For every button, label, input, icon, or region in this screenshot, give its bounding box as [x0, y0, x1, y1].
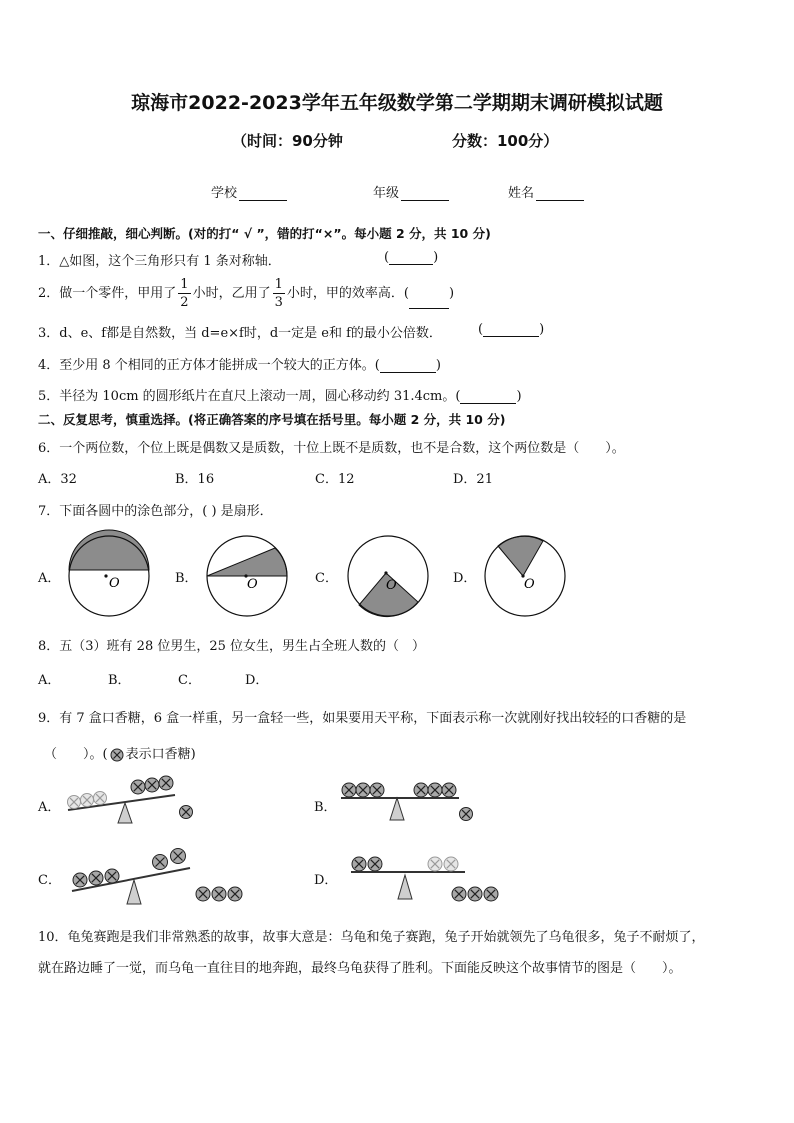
- name-blank[interactable]: [536, 188, 584, 201]
- question-2: [38, 278, 454, 309]
- question-3-text: 3．d、e、f都是自然数，当 d=e×f时，d一定是 e和 f的最小公倍数．: [38, 326, 442, 341]
- gum-icon: [110, 748, 124, 762]
- question-10-line1: 10．龟兔赛跑是我们非常熟悉的故事，故事大意是：乌龟和兔子赛跑，兔子开始就领先了乌龟很多，兔子不耐烦了，: [38, 930, 705, 945]
- question-7: 7．下面各圆中的涂色部分，( ) 是扇形．: [38, 504, 273, 519]
- question-2-text-b: 小时，乙用了: [192, 286, 271, 301]
- question-1: [38, 250, 281, 269]
- gum-icon: [444, 857, 458, 871]
- q7-option-b[interactable]: B．: [175, 571, 198, 586]
- fraction-third: [273, 278, 285, 309]
- question-5: [38, 385, 522, 404]
- gum-icon: [89, 871, 103, 885]
- grade-field[interactable]: [373, 182, 449, 201]
- question-9-text-a: （ ）。(: [44, 747, 108, 762]
- question-1-answer[interactable]: [384, 250, 438, 265]
- gum-icon: [468, 887, 482, 901]
- gum-icon: [428, 783, 442, 797]
- gum-icon: [342, 783, 356, 797]
- exam-score: 分数：100分）: [452, 132, 559, 150]
- q7-option-c[interactable]: C．: [315, 571, 338, 586]
- q8-option-c[interactable]: C．: [178, 673, 201, 688]
- paren-right: ): [435, 358, 441, 373]
- paren-left: (: [478, 322, 484, 337]
- fraction-half: [178, 278, 190, 309]
- circle-c-figure: [347, 535, 429, 617]
- fraction-denominator: 2: [180, 295, 189, 310]
- q9-option-c[interactable]: C．: [38, 873, 61, 888]
- q7-option-d[interactable]: D．: [453, 571, 477, 586]
- question-9: 9．有 7 盒口香糖，6 盒一样重，另一盒轻一些，如果要用天平称，下面表示称一次就刚好找出较轻的口香糖的是: [38, 711, 687, 726]
- gum-icon: [460, 808, 473, 821]
- gum-icon: [159, 776, 173, 790]
- question-2-text-a: 2．做一个零件，甲用了: [38, 286, 177, 301]
- question-2-text-c: 小时，甲的效率高．(: [286, 286, 409, 301]
- gum-icon: [196, 887, 210, 901]
- gum-icon: [484, 887, 498, 901]
- school-field[interactable]: [211, 182, 287, 201]
- question-4-text: 4．至少用 8 个相同的正方体才能拼成一个较大的正方体。(: [38, 358, 380, 373]
- center-label: O: [109, 576, 120, 591]
- question-4: [38, 354, 441, 373]
- question-3-answer[interactable]: [478, 322, 544, 337]
- q6-option-c[interactable]: C．12: [315, 472, 355, 487]
- answer-blank[interactable]: [460, 391, 516, 404]
- q6-option-d[interactable]: D．21: [453, 472, 493, 487]
- q6-option-b[interactable]: B．16: [175, 472, 215, 487]
- gum-icon: [180, 806, 193, 819]
- grade-blank[interactable]: [401, 188, 449, 201]
- balance-scale-b: [335, 770, 485, 830]
- q8-option-b[interactable]: B．: [108, 673, 131, 688]
- answer-blank[interactable]: [483, 324, 539, 337]
- answer-blank[interactable]: [380, 360, 436, 373]
- paren-right: ): [516, 389, 522, 404]
- q9-option-b[interactable]: B．: [314, 800, 337, 815]
- gum-icon: [171, 849, 186, 864]
- question-8: 8．五（3）班有 28 位男生，25 位女生，男生占全班人数的（ ）: [38, 639, 426, 654]
- grade-label: 年级: [373, 186, 400, 201]
- fulcrum-icon: [398, 875, 412, 899]
- center-label: O: [386, 578, 397, 593]
- q9-option-d[interactable]: D．: [314, 873, 338, 888]
- question-5-text: 5．半径为 10cm 的圆形纸片在直尺上滚动一周，圆心移动约 31.4cm。(: [38, 389, 461, 404]
- fulcrum-icon: [390, 798, 404, 820]
- fulcrum-icon: [118, 803, 132, 823]
- gum-icon: [452, 887, 466, 901]
- exam-time: （时间：90分钟: [232, 132, 343, 150]
- question-10-line2: 就在路边睡了一觉，而乌龟一直往目的地奔跑，最终乌龟获得了胜利。下面能反映这个故事情节的图是（ ）。: [38, 961, 682, 976]
- question-3: [38, 322, 442, 341]
- fraction-numerator: 1: [180, 277, 189, 292]
- gum-icon: [68, 796, 81, 809]
- section1-heading: 一、仔细推敲，细心判断。(对的打“ √ ”，错的打“×”。每小题 2 分，共 10 分): [38, 226, 491, 241]
- center-label: O: [524, 577, 535, 592]
- gum-icon: [442, 783, 456, 797]
- fraction-numerator: 1: [274, 277, 283, 292]
- gum-icon: [356, 783, 370, 797]
- school-label: 学校: [211, 186, 238, 201]
- center-label: O: [247, 577, 258, 592]
- circle-b-figure: [206, 535, 288, 617]
- gum-icon: [81, 794, 94, 807]
- gum-icon: [428, 857, 442, 871]
- paren-right: ): [433, 250, 439, 265]
- balance-scale-a: [60, 770, 210, 830]
- gum-icon: [228, 887, 242, 901]
- paren-right: ): [539, 322, 545, 337]
- gum-icon: [414, 783, 428, 797]
- gum-icon: [352, 857, 366, 871]
- answer-blank[interactable]: [389, 252, 433, 265]
- paren-left: (: [384, 250, 390, 265]
- q6-option-a[interactable]: A．32: [38, 472, 77, 487]
- balance-scale-d: [335, 848, 515, 913]
- section2-heading: 二、反复思考，慎重选择。(将正确答案的序号填在括号里。每小题 2 分，共 10 分): [38, 412, 506, 427]
- question-9-text-b: 表示口香糖): [125, 747, 196, 762]
- gum-icon: [145, 778, 159, 792]
- gum-icon: [131, 780, 145, 794]
- name-label: 姓名: [508, 186, 535, 201]
- exam-title: 琼海市2022-2023学年五年级数学第二学期期末调研模拟试题: [131, 92, 663, 114]
- gum-icon: [368, 857, 382, 871]
- gum-icon: [105, 869, 119, 883]
- question-9-line2: [44, 743, 196, 762]
- circle-a-figure: [68, 535, 150, 617]
- circle-d-figure: [484, 535, 566, 617]
- answer-blank[interactable]: [409, 296, 449, 309]
- paren-right: ): [448, 286, 455, 301]
- question-1-text: 1．△如图，这个三角形只有 1 条对称轴．: [38, 254, 281, 269]
- gum-icon: [212, 887, 226, 901]
- fulcrum-icon: [127, 880, 141, 904]
- gum-icon: [73, 873, 87, 887]
- gum-icon: [94, 792, 107, 805]
- q9-option-a[interactable]: A．: [38, 800, 61, 815]
- gum-icon: [153, 855, 168, 870]
- q8-option-a[interactable]: A．: [38, 673, 61, 688]
- question-6: 6．一个两位数，个位上既是偶数又是质数，十位上既不是质数，也不是合数，这个两位数是（ ）。: [38, 441, 625, 456]
- q7-option-a[interactable]: A．: [38, 571, 61, 586]
- school-blank[interactable]: [239, 188, 287, 201]
- q8-option-d[interactable]: D．: [245, 673, 269, 688]
- fraction-denominator: 3: [274, 295, 283, 310]
- name-field[interactable]: [508, 182, 584, 201]
- balance-scale-c: [60, 842, 260, 912]
- gum-icon: [370, 783, 384, 797]
